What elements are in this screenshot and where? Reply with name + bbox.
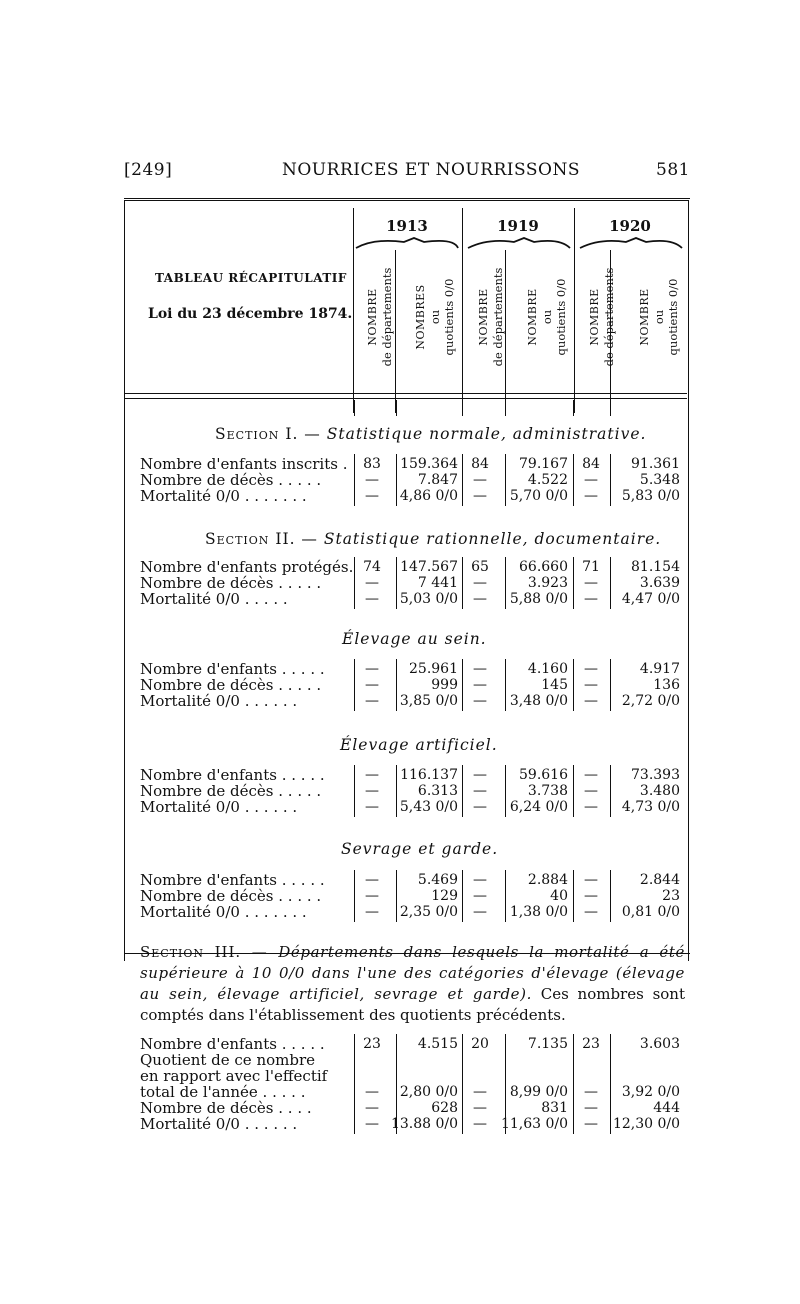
table-cell: 73.393 [631, 767, 680, 783]
hdr-vline-1 [353, 208, 354, 413]
page-number-right: 581 [656, 160, 690, 180]
hdr-vline-5 [574, 208, 575, 413]
table-cell: 6,24 0/0 [509, 799, 568, 815]
table-cell: — [473, 1100, 487, 1116]
table-cell: 3,85 0/0 [399, 693, 458, 709]
table-cell: — [473, 904, 487, 920]
column-divider [462, 557, 463, 609]
table-cell: 40 [550, 888, 568, 904]
column-divider [462, 870, 463, 922]
row-label: Nombre de décès . . . . . [140, 471, 322, 489]
column-divider [505, 400, 506, 416]
column-divider [610, 765, 611, 817]
table-cell: 79.167 [519, 456, 568, 472]
table-cell: 12,30 0/0 [612, 1116, 680, 1132]
table-cell: 2.884 [527, 872, 568, 888]
column-divider [354, 1034, 355, 1134]
column-divider [354, 400, 355, 416]
table-cell: — [584, 472, 598, 488]
sevrage-heading: Sevrage et garde. [341, 840, 499, 858]
elevage-artificiel-heading: Élevage artificiel. [340, 736, 498, 754]
table-cell: 84 [582, 456, 600, 472]
table-cell: 5,83 0/0 [621, 488, 680, 504]
column-divider [354, 454, 355, 506]
table-cell: 4.917 [639, 661, 680, 677]
table-cell: 5.469 [417, 872, 458, 888]
table-cell: 5,43 0/0 [399, 799, 458, 815]
table-cell: — [365, 472, 379, 488]
column-divider [396, 1034, 397, 1134]
table-cell: 7 441 [417, 575, 458, 591]
table-cell: 5,70 0/0 [509, 488, 568, 504]
table-cell: 136 [653, 677, 680, 693]
row-label: Nombre d'enfants . . . . . [140, 766, 325, 784]
year-1920: 1920 [609, 217, 651, 235]
column-divider [505, 454, 506, 506]
table-cell: — [584, 1100, 598, 1116]
row-label: Mortalité 0/0 . . . . . . [140, 798, 298, 816]
column-divider [610, 400, 611, 416]
column-divider [505, 557, 506, 609]
table-cell: 3.738 [527, 783, 568, 799]
column-divider [462, 1034, 463, 1134]
column-divider [462, 659, 463, 711]
hdr-vline-4 [505, 250, 506, 413]
table-cell: — [473, 872, 487, 888]
table-cell: 3.639 [639, 575, 680, 591]
table-cell: — [365, 1116, 379, 1132]
table-cell: — [365, 799, 379, 815]
row-label: Nombre de décès . . . . . [140, 887, 322, 905]
column-divider [505, 659, 506, 711]
table-cell: — [584, 1116, 598, 1132]
section-3-paragraph: Section III. — Départements dans lesquels la mortalité a été supérieure à 10 0/0 dans l'une des catégories d'élevage (élevage au sein, élevage artificiel, sevrage et garde). Ces nombres sont comptés dans l'établissement des quotients précédents. [140, 943, 685, 1024]
table-cell: 83 [363, 456, 381, 472]
row-label: Nombre de décès . . . . . [140, 676, 322, 694]
col-header-quot-1919: NOMBRE ou quotients 0/0 [526, 278, 568, 356]
table-cell: 5,88 0/0 [509, 591, 568, 607]
table-cell: 999 [431, 677, 458, 693]
column-divider [462, 765, 463, 817]
table-cell: — [365, 693, 379, 709]
row-label: Nombre d'enfants protégés. [140, 558, 354, 576]
table-cell: — [584, 799, 598, 815]
table-cell: — [365, 661, 379, 677]
column-divider [573, 557, 574, 609]
table-cell: 6.313 [417, 783, 458, 799]
year-braces [354, 236, 686, 252]
table-cell: 116.137 [400, 767, 458, 783]
table-cell: 2,35 0/0 [399, 904, 458, 920]
col-header-quot-1913: NOMBRES ou quotients 0/0 [414, 278, 456, 356]
table-cell: — [365, 677, 379, 693]
row-label: Mortalité 0/0 . . . . . . [140, 692, 298, 710]
table-cell: 3,92 0/0 [621, 1084, 680, 1100]
row-label: Nombre de décès . . . . . [140, 782, 322, 800]
table-cell: — [473, 693, 487, 709]
column-divider [610, 454, 611, 506]
table-cell: — [365, 1084, 379, 1100]
table-cell: 81.154 [631, 559, 680, 575]
header-rule [124, 393, 687, 394]
column-divider [396, 659, 397, 711]
table-cell: — [473, 472, 487, 488]
table-cell: 11,63 0/0 [500, 1116, 568, 1132]
column-divider [573, 659, 574, 711]
column-divider [505, 870, 506, 922]
column-divider [354, 870, 355, 922]
row-label: en rapport avec l'effectif [140, 1067, 328, 1085]
table-cell: — [584, 575, 598, 591]
table-cell: — [473, 888, 487, 904]
table-cell: — [473, 799, 487, 815]
table-cell: 8,99 0/0 [509, 1084, 568, 1100]
table-cell: 4,86 0/0 [399, 488, 458, 504]
table-cell: — [365, 888, 379, 904]
table-cell: 831 [541, 1100, 568, 1116]
column-divider [610, 659, 611, 711]
table-cell: — [365, 904, 379, 920]
column-divider [610, 557, 611, 609]
column-divider [354, 659, 355, 711]
section-1-heading: Section I. — Statistique normale, administrative. [215, 425, 647, 443]
column-divider [573, 765, 574, 817]
row-label: total de l'année . . . . . [140, 1083, 306, 1101]
table-cell: 23 [582, 1036, 600, 1052]
table-cell: 4.515 [417, 1036, 458, 1052]
row-label: Nombre de décès . . . . . [140, 574, 322, 592]
table-cell: — [473, 1116, 487, 1132]
table-cell: 23 [662, 888, 680, 904]
table-cell: 0,81 0/0 [621, 904, 680, 920]
table-cell: — [365, 1100, 379, 1116]
table-title: TABLEAU RÉCAPITULATIF [155, 271, 347, 285]
row-label: Mortalité 0/0 . . . . . [140, 590, 288, 608]
column-divider [573, 400, 574, 416]
table-cell: 129 [431, 888, 458, 904]
hdr-vline-3 [462, 208, 463, 413]
column-divider [573, 454, 574, 506]
table-cell: 84 [471, 456, 489, 472]
table-cell: 145 [541, 677, 568, 693]
hdr-vline-2 [395, 250, 396, 413]
table-cell: — [584, 488, 598, 504]
elevage-sein-heading: Élevage au sein. [342, 630, 487, 648]
row-label: Mortalité 0/0 . . . . . . . [140, 487, 307, 505]
table-cell: — [584, 677, 598, 693]
column-divider [505, 1034, 506, 1134]
table-cell: — [365, 767, 379, 783]
page-number-left: [249] [124, 160, 173, 180]
table-cell: 66.660 [519, 559, 568, 575]
table-cell: 71 [582, 559, 600, 575]
table-cell: — [365, 591, 379, 607]
table-cell: 20 [471, 1036, 489, 1052]
table-cell: — [473, 677, 487, 693]
row-label: Mortalité 0/0 . . . . . . [140, 1115, 298, 1133]
table-cell: 7.135 [527, 1036, 568, 1052]
row-label: Nombre d'enfants inscrits . [140, 455, 348, 473]
table-cell: 159.364 [400, 456, 458, 472]
table-cell: 91.361 [631, 456, 680, 472]
col-header-quot-1920: NOMBRE ou quotients 0/0 [638, 278, 680, 356]
table-cell: — [473, 1084, 487, 1100]
column-divider [396, 454, 397, 506]
table-cell: 4,73 0/0 [621, 799, 680, 815]
table-cell: — [584, 661, 598, 677]
running-title: NOURRICES ET NOURRISSONS [282, 160, 580, 180]
table-cell: — [473, 591, 487, 607]
table-cell: — [365, 575, 379, 591]
column-divider [462, 454, 463, 506]
table-cell: — [473, 488, 487, 504]
table-cell: — [473, 783, 487, 799]
table-cell: — [584, 872, 598, 888]
col-header-dept-1919: NOMBRE de départements [477, 267, 505, 367]
col-header-dept-1913: NOMBRE de départements [366, 267, 394, 367]
table-cell: 628 [431, 1100, 458, 1116]
table-cell: 25.961 [409, 661, 458, 677]
table-cell: 3.603 [639, 1036, 680, 1052]
table-cell: — [365, 488, 379, 504]
column-divider [505, 765, 506, 817]
column-divider [396, 557, 397, 609]
table-cell: 7.847 [417, 472, 458, 488]
table-cell: — [584, 904, 598, 920]
column-divider [573, 870, 574, 922]
column-divider [610, 870, 611, 922]
column-divider [396, 870, 397, 922]
table-cell: 23 [363, 1036, 381, 1052]
table-cell: 2.844 [639, 872, 680, 888]
column-divider [462, 400, 463, 416]
column-divider [354, 765, 355, 817]
table-cell: 4.522 [527, 472, 568, 488]
header-rule-2 [124, 398, 687, 399]
row-label: Nombre d'enfants . . . . . [140, 660, 325, 678]
year-1919: 1919 [497, 217, 539, 235]
table-cell: 74 [363, 559, 381, 575]
year-1913: 1913 [386, 217, 428, 235]
table-cell: 2,80 0/0 [399, 1084, 458, 1100]
table-cell: 1,38 0/0 [509, 904, 568, 920]
table-cell: — [473, 767, 487, 783]
column-divider [610, 1034, 611, 1134]
table-cell: 4.160 [527, 661, 568, 677]
table-cell: 13.88 0/0 [390, 1116, 458, 1132]
table-cell: — [473, 661, 487, 677]
table-cell: — [365, 872, 379, 888]
row-label: Mortalité 0/0 . . . . . . . [140, 903, 307, 921]
column-divider [573, 1034, 574, 1134]
table-cell: 2,72 0/0 [621, 693, 680, 709]
table-cell: — [473, 575, 487, 591]
column-divider [396, 765, 397, 817]
table-cell: 59.616 [519, 767, 568, 783]
row-label: Nombre d'enfants . . . . . [140, 871, 325, 889]
column-divider [354, 557, 355, 609]
table-cell: 65 [471, 559, 489, 575]
table-cell: 5.348 [639, 472, 680, 488]
frame-top-rule [124, 198, 690, 199]
table-cell: 147.567 [400, 559, 458, 575]
row-label: Quotient de ce nombre [140, 1051, 316, 1069]
table-cell: 3.923 [527, 575, 568, 591]
table-cell: — [584, 591, 598, 607]
table-cell: 3,48 0/0 [509, 693, 568, 709]
table-cell: — [584, 767, 598, 783]
column-divider [396, 400, 397, 416]
table-subtitle: Loi du 23 décembre 1874. [148, 306, 353, 322]
col-header-dept-1920: NOMBRE de départements [588, 267, 616, 367]
row-label: Nombre d'enfants . . . . . [140, 1035, 325, 1053]
table-cell: 4,47 0/0 [621, 591, 680, 607]
table-cell: — [365, 783, 379, 799]
table-cell: 444 [653, 1100, 680, 1116]
table-cell: — [584, 783, 598, 799]
section-2-heading: Section II. — Statistique rationnelle, documentaire. [205, 530, 662, 548]
table-cell: — [584, 888, 598, 904]
hdr-vline-6 [610, 250, 611, 413]
table-cell: — [584, 693, 598, 709]
table-cell: 5,03 0/0 [399, 591, 458, 607]
table-cell: 3.480 [639, 783, 680, 799]
table-cell: — [584, 1084, 598, 1100]
row-label: Nombre de décès . . . . [140, 1099, 312, 1117]
